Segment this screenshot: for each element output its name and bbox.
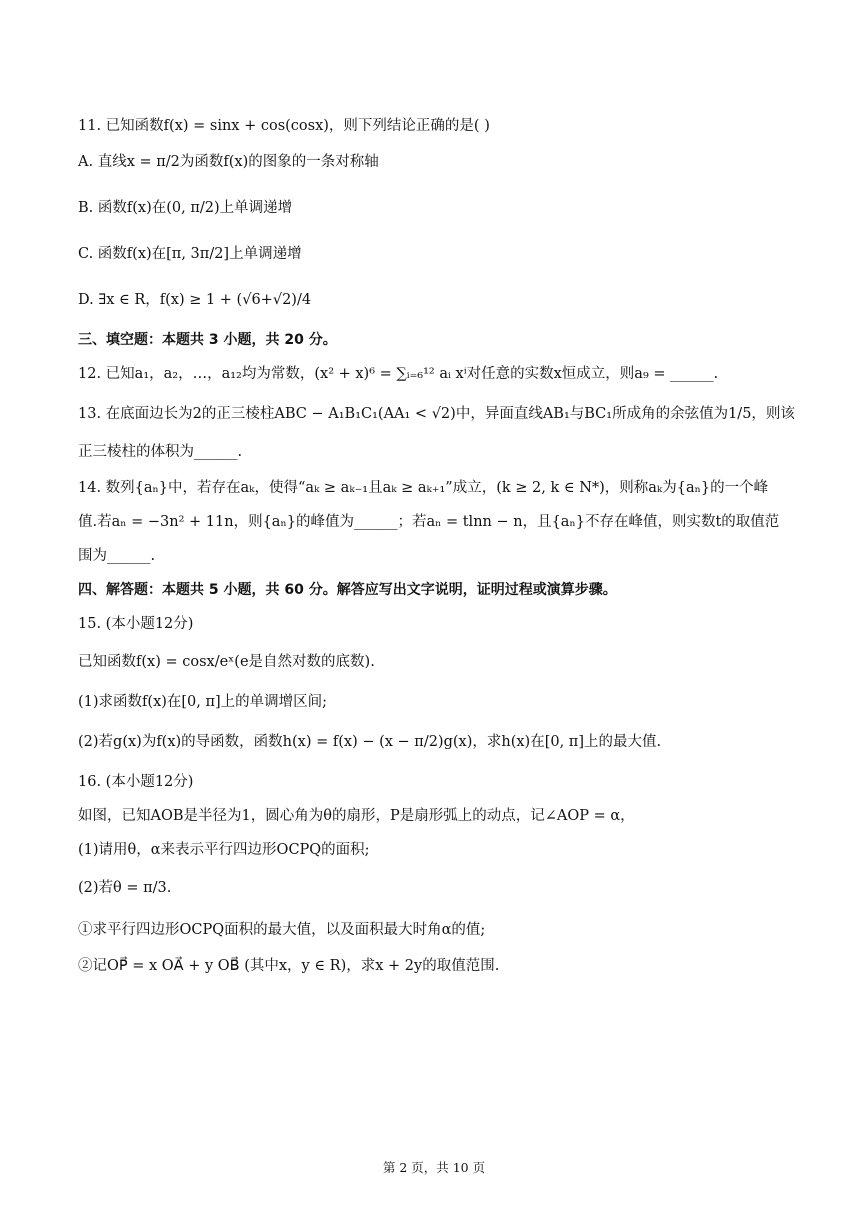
text-line-q16a: 如图，已知AOB是半径为1，圆心角为θ的扇形，P是扇形弧上的动点，记∠AOP = α， bbox=[78, 808, 635, 824]
text-line-q16d: ①求平行四边形OCPQ面积的最大值，以及面积最大时角α的值; bbox=[78, 922, 486, 938]
text-line-q12: 12. 已知a₁，a₂，…，a₁₂均为常数，(x² + x)⁶ = ∑ᵢ₌₆¹² aᵢ xⁱ对任意的实数x恒成立，则a₉ = ______. bbox=[78, 366, 719, 382]
text-line-q16e: ②记OP⃗ = x OA⃗ + y OB⃗ (其中x，y ∈ R)，求x + 2y的取值范围. bbox=[78, 958, 500, 974]
text-line-q15a: 已知函数f(x) = cosx/eˣ(e是自然对数的底数). bbox=[78, 654, 375, 670]
text-line-sec4: 四、解答题：本题共 5 小题，共 60 分。解答应写出文字说明，证明过程或演算步骤。 bbox=[78, 582, 617, 598]
text-line-q16b: (1)请用θ，α来表示平行四边形OCPQ的面积; bbox=[78, 842, 370, 858]
text-line-q11b: B. 函数f(x)在(0, π/2)上单调递增 bbox=[78, 200, 293, 216]
text-line-q14c: 围为______. bbox=[78, 548, 156, 564]
text-line-q14: 14. 数列{aₙ}中，若存在aₖ，使得“aₖ ≥ aₖ₋₁且aₖ ≥ aₖ₊₁”成立，(k ≥ 2, k ∈ N*)，则称aₖ为{aₙ}的一个峰 bbox=[78, 480, 769, 496]
text-line-q11: 11. 已知函数f(x) = sinx + cos(cosx)，则下列结论正确的是( ) bbox=[78, 118, 490, 134]
text-line-q11a: A. 直线x = π/2为函数f(x)的图象的一条对称轴 bbox=[78, 154, 379, 170]
text-line-q11d: D. ∃x ∈ R，f(x) ≥ 1 + (√6+√2)/4 bbox=[78, 292, 312, 308]
text-line-q16: 16. (本小题12分) bbox=[78, 774, 194, 790]
text-line-q15: 15. (本小题12分) bbox=[78, 616, 194, 632]
text-line-q14b: 值.若aₙ = −3n² + 11n，则{aₙ}的峰值为______；若aₙ = tlnn − n，且{aₙ}不存在峰值，则实数t的取值范 bbox=[78, 514, 780, 530]
text-line-sec3: 三、填空题：本题共 3 小题，共 20 分。 bbox=[78, 332, 337, 348]
text-line-q16c: (2)若θ = π/3. bbox=[78, 880, 172, 896]
text-line-q15c: (2)若g(x)为f(x)的导函数，函数h(x) = f(x) − (x − π/2)g(x)，求h(x)在[0, π]上的最大值. bbox=[78, 734, 662, 750]
text-line-q13: 13. 在底面边长为2的正三棱柱ABC − A₁B₁C₁(AA₁ < √2)中，异面直线AB₁与BC₁所成角的余弦值为1/5，则该 bbox=[78, 406, 795, 422]
text-line-q11c: C. 函数f(x)在[π, 3π/2]上单调递增 bbox=[78, 246, 302, 262]
text-line-q13b: 正三棱柱的体积为______. bbox=[78, 444, 243, 460]
text-line-q15b: (1)求函数f(x)在[0, π]上的单调增区间; bbox=[78, 694, 328, 710]
page-footer: 第 2 页，共 10 页 bbox=[382, 1160, 486, 1175]
